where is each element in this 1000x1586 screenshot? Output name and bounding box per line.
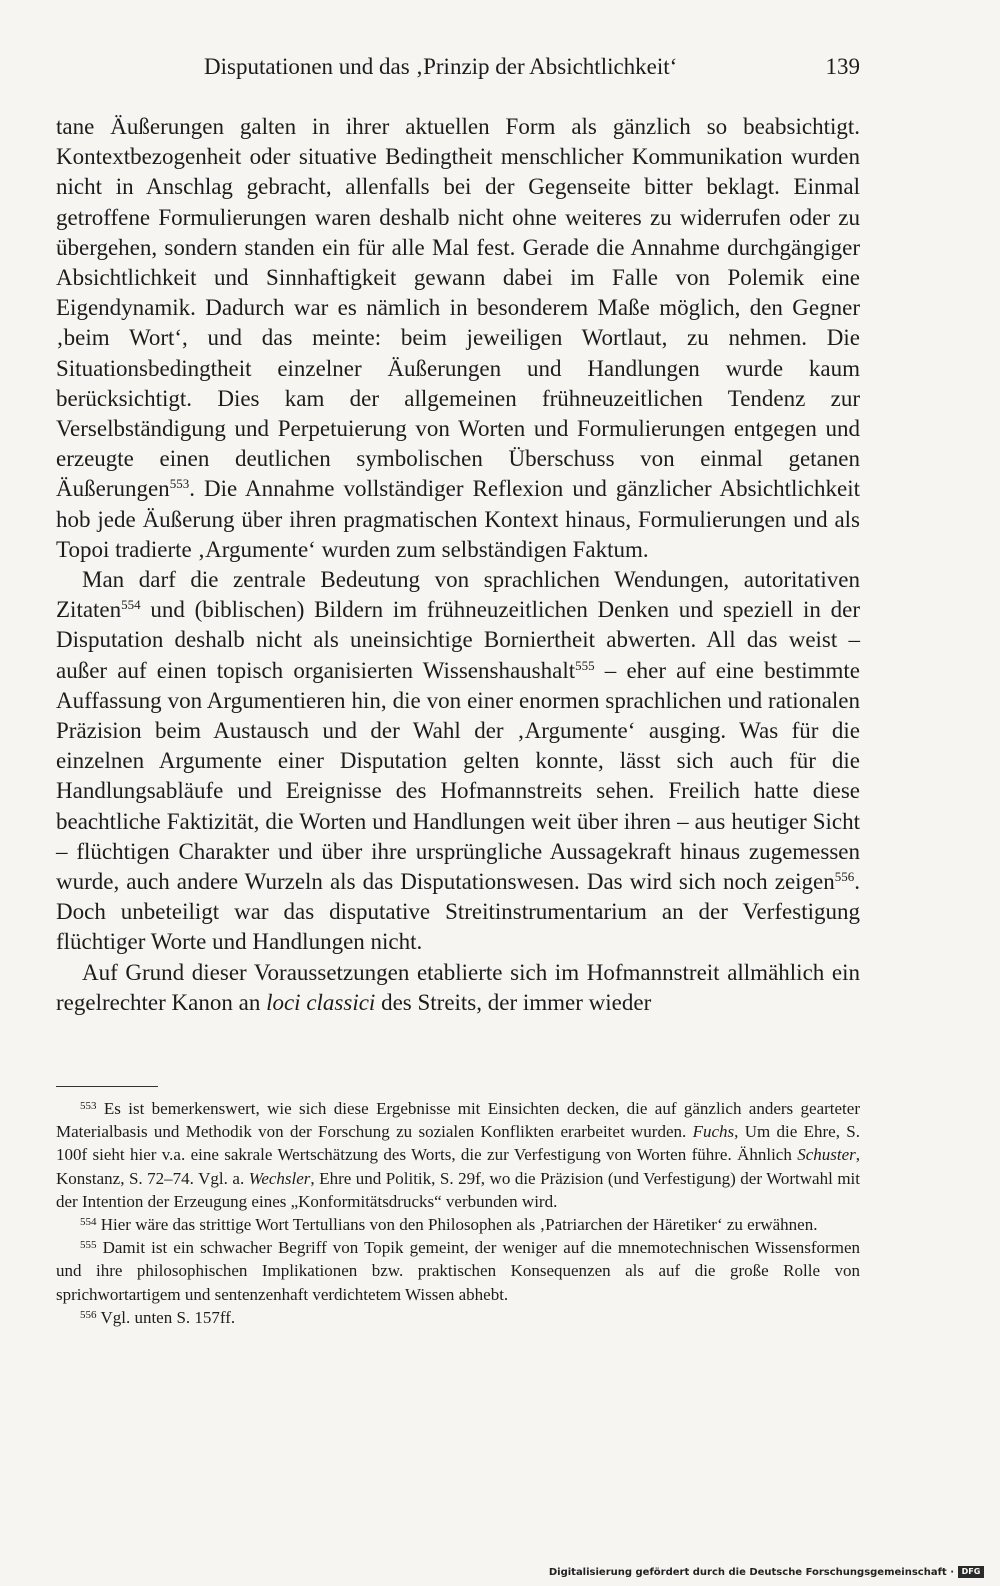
footnote-divider — [56, 1086, 158, 1087]
text-run: – eher auf eine bestimmte Auffassung von Argumentieren hin, die von einer enormen sprachlichen und rationalen Präzision beim Austausch und der Wahl der ‚Argumente‘ ausging. Was für die einzelnen Argumente einer Disputation gelten konnte, lässt sich auch für die Handlungsabläufe und Ereignisse des Hofmannstreits sehen. Freilich hatte diese beachtliche Faktizität, die Worten und Handlungen weit über ihren – aus heutiger Sicht – flüchtigen Charakter und über ihre ursprüngliche Aussagekraft hinaus zugemessen wurde, auch andere Wurzeln als das Disputationswesen. Das wird sich noch zeigen — [56, 657, 860, 895]
author-name: Schuster — [797, 1145, 856, 1165]
text-run: tane Äußerungen galten in ihrer aktuellen Form als gänzlich so beabsichtigt. Kontextbezogenheit oder situative Bedingtheit menschlicher Kommunikation wurden nicht in Anschlag gebracht, allenfalls bei der Gegenseite bitter beklagt. Einmal getroffene Formulierungen waren deshalb nicht ohne weiteres zu widerrufen oder zu übergehen, sondern standen ein für alle Mal fest. Gerade die Annahme durchgängiger Absichtlichkeit und Sinnhaftigkeit gewann dabei im Falle von Polemik eine Eigendynamik. Dadurch war es nämlich in besonderem Maße möglich, den Gegner ‚beim Wort‘, und das meinte: beim jeweiligen Wortlaut, zu nehmen. Die Situationsbedingtheit einzelner Äußerungen und Handlungen wurde kaum berücksichtigt. Dies kam der allgemeinen frühneuzeitlichen Tendenz zur Verselbständigung und Perpetuierung von Worten und Formulierungen entgegen und erzeugte einen deutlichen symbolischen Überschuss von einmal getanen Äußerungen — [56, 114, 860, 502]
author-name: Wechsler — [248, 1168, 311, 1188]
footnote-ref-554: 554 — [121, 597, 141, 613]
footnote-ref-553: 553 — [169, 476, 190, 492]
running-title: Disputationen und das ‚Prinzip der Absichtlichkeit‘ — [204, 54, 678, 79]
text-run: , Um die Ehre, S. 100f sieht hier v.a. eine sakrale Wertschätzung des Worts, die zur Verfestigung von Worten führe. Ähnlich — [56, 1122, 860, 1165]
italic-term: loci classici — [266, 989, 376, 1015]
main-text — [56, 112, 860, 1018]
footnote-555 — [56, 1236, 860, 1306]
text-run: und (biblischen) Bildern im frühneuzeitlichen Denken und speziell in der Disputation deshalb nicht als uneinsichtige Borniertheit abwerten. All das weist – außer auf einen topisch organisierten Wissenshaushalt — [56, 597, 860, 683]
text-run: . Doch unbeteiligt war das disputative Streitinstrumentarium an der Verfestigung flüchtiger Worte und Handlungen nicht. — [56, 869, 860, 955]
credit-text: Digitalisierung gefördert durch die Deutsche Forschungsgemeinschaft · — [548, 1566, 954, 1578]
text-run: des Streits, der immer wieder — [375, 989, 652, 1015]
dfg-logo-icon: DFG — [958, 1566, 984, 1578]
footnote-554 — [56, 1213, 860, 1236]
text-run: Damit ist ein schwacher Begriff von Topik gemeint, der weniger auf die mnemotechnischen Wissensformen und ihre philosophischen Implikationen bzw. praktischen Konsequenzen als auf die große Rolle von sprichwortartigem und sentenzenhaft verdichtetem Wissen abhebt. — [56, 1238, 860, 1304]
text-run: , Konstanz, S. 72–74. Vgl. a. — [56, 1145, 860, 1188]
digitization-credit — [549, 1566, 984, 1578]
footnote-number: 553 — [80, 1100, 97, 1112]
footnote-number: 555 — [80, 1239, 97, 1252]
footnote-ref-556: 556 — [834, 869, 855, 885]
footnote-ref-555: 555 — [575, 657, 595, 673]
footnote-number: 556 — [80, 1308, 97, 1321]
author-name: Fuchs — [692, 1122, 735, 1142]
text-run: Vgl. unten S. 157ff. — [96, 1307, 236, 1327]
paragraph-3 — [56, 958, 860, 1018]
text-run: Es ist bemerkenswert, wie sich diese Ergebnisse mit Einsichten decken, die auf gänzlich anders gearteter Materialbasis und Methodik von der Forschung zu sozialen Konflikten erarbeitet wurden. — [56, 1099, 860, 1142]
paragraph-2 — [56, 565, 860, 958]
text-run: Auf Grund dieser Voraussetzungen etablierte sich im Hofmannstreit allmählich ein regelrechter Kanon an — [56, 959, 860, 1015]
text-run: Hier wäre das strittige Wort Tertullians von den Philosophen als ‚Patriarchen der Häretiker‘ zu erwähnen. — [96, 1215, 818, 1235]
text-run: , Ehre und Politik, S. 29f, wo die Präzision (und Verfestigung) der Wortwahl mit der Intention der Erzeugung eines „Konformitätsdrucks“ verbunden wird. — [56, 1168, 861, 1211]
text-run: Man darf die zentrale Bedeutung von sprachlichen Wendungen, autoritativen Zitaten — [56, 567, 860, 623]
paragraph-1 — [56, 112, 860, 565]
footnote-553 — [56, 1097, 860, 1213]
page-number: 139 — [825, 54, 860, 79]
footnotes — [56, 1097, 860, 1329]
footnote-number: 554 — [80, 1216, 97, 1229]
text-run: . Die Annahme vollständiger Reflexion und gänzlicher Absichtlichkeit hob jede Äußerung über ihren pragmatischen Kontext hinaus, Formulierungen und als Topoi tradierte ‚Argumente‘ wurden zum selbständigen Faktum. — [56, 476, 860, 562]
footnote-556 — [56, 1306, 860, 1329]
